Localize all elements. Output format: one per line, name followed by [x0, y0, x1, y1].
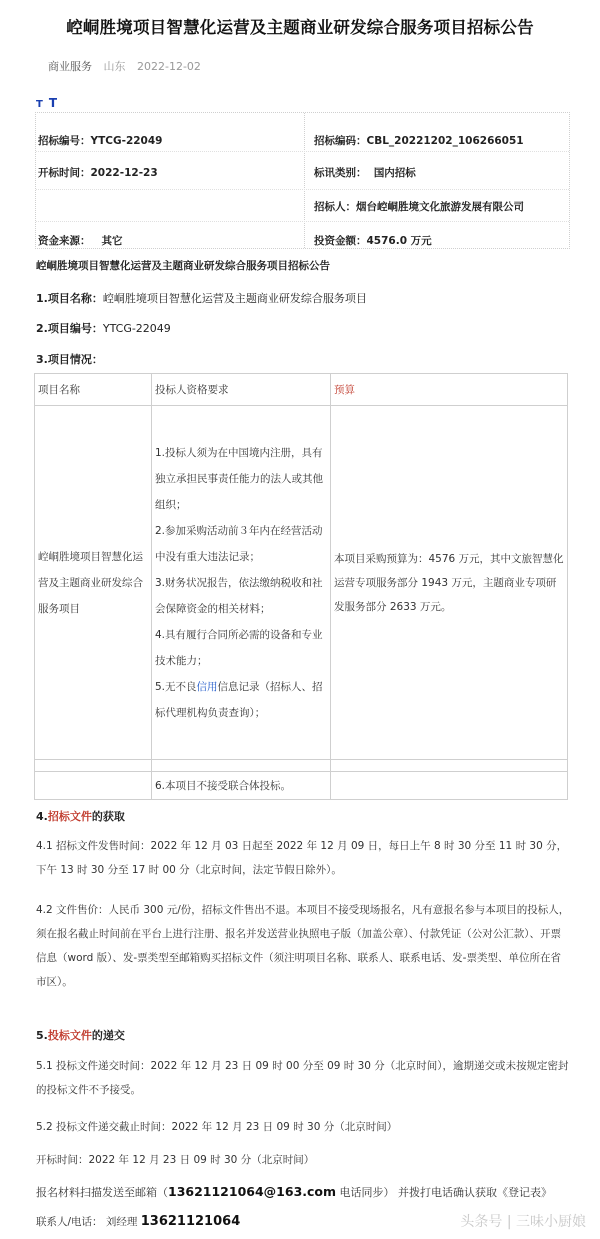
info-box	[35, 112, 570, 249]
section-2-value: YTCG-22049	[102, 322, 171, 335]
open-time: 开标时间：2022-12-23	[38, 167, 158, 179]
section-2-label: 2.项目编号：	[36, 322, 103, 335]
bid-type	[314, 165, 416, 180]
requirement-5-end: 信息记录（招标人、招标代理机构负责查询）；	[155, 680, 323, 719]
bid-number: 招标编号：YTCG-22049	[38, 135, 163, 147]
investment: 投资金额：4576.0 万元	[314, 235, 432, 247]
info-row-divider	[36, 189, 569, 190]
section-4-prefix: 4.	[36, 810, 48, 823]
publish-date: 2022-12-02	[137, 60, 201, 73]
credit-link[interactable]: 信用	[196, 680, 218, 693]
meta-line	[48, 58, 209, 74]
bid-doc-link[interactable]: 招标文件	[47, 810, 92, 823]
table-spacer-row	[35, 760, 568, 772]
table-row	[35, 406, 568, 760]
info-row-divider	[36, 221, 569, 222]
contact-label: 联系人/电话：	[36, 1216, 103, 1228]
requirement-2: 2.参加采购活动前３年内在经营活动中没有重大违法记录；	[155, 524, 323, 563]
section-1	[36, 290, 367, 306]
paragraph-4-1: 4.1 招标文件发售时间：2022 年 12 月 03 日起至 2022 年 12 月 09 日，每日上午 8 时 30 分至 11 时 30 分，下午 13 时 30 分至 17 时 00 分（北京时间，法定节假日除外）。	[36, 840, 568, 876]
bid-type-value: 国内招标	[373, 167, 416, 179]
requirement-5	[155, 674, 327, 726]
requirement-6: 6.本项目不接受联合体投标。	[152, 772, 331, 800]
section-3	[36, 351, 103, 367]
section-4-heading	[36, 808, 125, 824]
table-row	[35, 772, 568, 800]
section-3-label: 3.项目情况：	[36, 353, 103, 366]
font-large-button[interactable]: T	[48, 96, 58, 110]
footer-email-suffix: 电话同步）	[336, 1186, 395, 1199]
contact-name: 刘经理	[105, 1216, 138, 1228]
paragraph-open-time: 开标时间：2022 年 12 月 23 日 09 时 30 分（北京时间）	[36, 1154, 315, 1166]
section-4-suffix: 的获取	[91, 810, 125, 823]
requirement-3: 3.财务状况报告，依法缴纳税收和社会保障资金的相关材料；	[155, 576, 323, 615]
bid-code: 招标编码：CBL_20221202_106266051	[314, 135, 524, 147]
page-title: 崆峒胜境项目智慧化运营及主题商业研发综合服务项目招标公告	[66, 18, 534, 37]
info-row-divider	[36, 151, 569, 152]
footer-confirm-note: 并拨打电话确认获取《登记表》	[398, 1186, 553, 1199]
section-5-prefix: 5.	[36, 1029, 48, 1042]
budget-cell: 本项目采购预算为：4576 万元，其中文旅智慧化运营专项服务部分 1943 万元，主题商业专项研发服务部分 2633 万元。	[331, 406, 568, 760]
paragraph-5-2: 5.2 投标文件递交截止时间：2022 年 12 月 23 日 09 时 30 分（北京时间）	[36, 1121, 398, 1133]
requirement-4: 4.具有履行合同所必需的设备和专业技术能力；	[155, 628, 323, 667]
body-heading: 崆峒胜境项目智慧化运营及主题商业研发综合服务项目招标公告	[36, 260, 330, 272]
requirement-1: 1.投标人须为在中国境内注册，具有独立承担民事责任能力的法人或其他组织；	[155, 446, 323, 511]
watermark: 头条号 | 三味小厨娘	[460, 1214, 586, 1230]
contact-email[interactable]: 13621121064@163.com	[168, 1184, 337, 1199]
project-name-cell: 崆峒胜境项目智慧化运营及主题商业研发综合服务项目	[35, 406, 152, 760]
header-project-name: 项目名称	[35, 374, 152, 406]
table-header-row	[35, 374, 568, 406]
section-1-value: 崆峒胜境项目智慧化运营及主题商业研发综合服务项目	[102, 292, 367, 305]
contact-phone[interactable]: 13621121064	[140, 1214, 241, 1229]
font-small-button[interactable]: T	[36, 99, 43, 110]
requirement-5-start: 5.无不良	[155, 680, 197, 693]
qualification-cell	[152, 406, 331, 760]
section-5-suffix: 的递交	[91, 1029, 125, 1042]
location-tag[interactable]: 山东	[103, 60, 126, 73]
section-1-label: 1.项目名称：	[36, 292, 103, 305]
category-tag[interactable]: 商业服务	[48, 60, 92, 73]
tenderer: 招标人：烟台崆峒胜境文化旅游发展有限公司	[314, 201, 524, 213]
paragraph-4-2: 4.2 文件售价：人民币 300 元/份，招标文件售出不退。本项目不接受现场报名，凡有意报名参与本项目的投标人，须在报名截止时间前在平台上进行注册、报名并发送营业执照电子版（加盖公章）、付款凭证（公对公汇款）、开票信息（word 版）、发-票类型至邮箱购买招标文件（须注明项目名称、联系人、联系电话、发-票类型、单位所在省市区）。	[36, 904, 570, 988]
tender-doc-link[interactable]: 投标文件	[47, 1029, 92, 1042]
section-5-heading	[36, 1027, 125, 1043]
fund-source	[38, 233, 122, 248]
fund-value: 其它	[101, 235, 123, 247]
header-qualification: 投标人资格要求	[152, 374, 331, 406]
info-divider	[304, 113, 305, 248]
paragraph-5-1: 5.1 投标文件递交时间：2022 年 12 月 23 日 09 时 00 分至 09 时 30 分（北京时间），逾期递交或未按规定密封的投标文件不予接受。	[36, 1060, 569, 1096]
section-2	[36, 320, 171, 336]
font-size-toggle	[36, 96, 57, 110]
header-budget[interactable]: 预算	[331, 374, 568, 406]
footer-email-prefix: 报名材料扫描发送至邮箱（	[36, 1186, 168, 1199]
project-table	[34, 373, 568, 800]
footer-contact-line	[36, 1214, 240, 1229]
fund-label: 资金来源：	[38, 235, 91, 247]
footer-email-line	[36, 1184, 552, 1200]
bid-type-label: 标讯类别：	[314, 167, 367, 179]
